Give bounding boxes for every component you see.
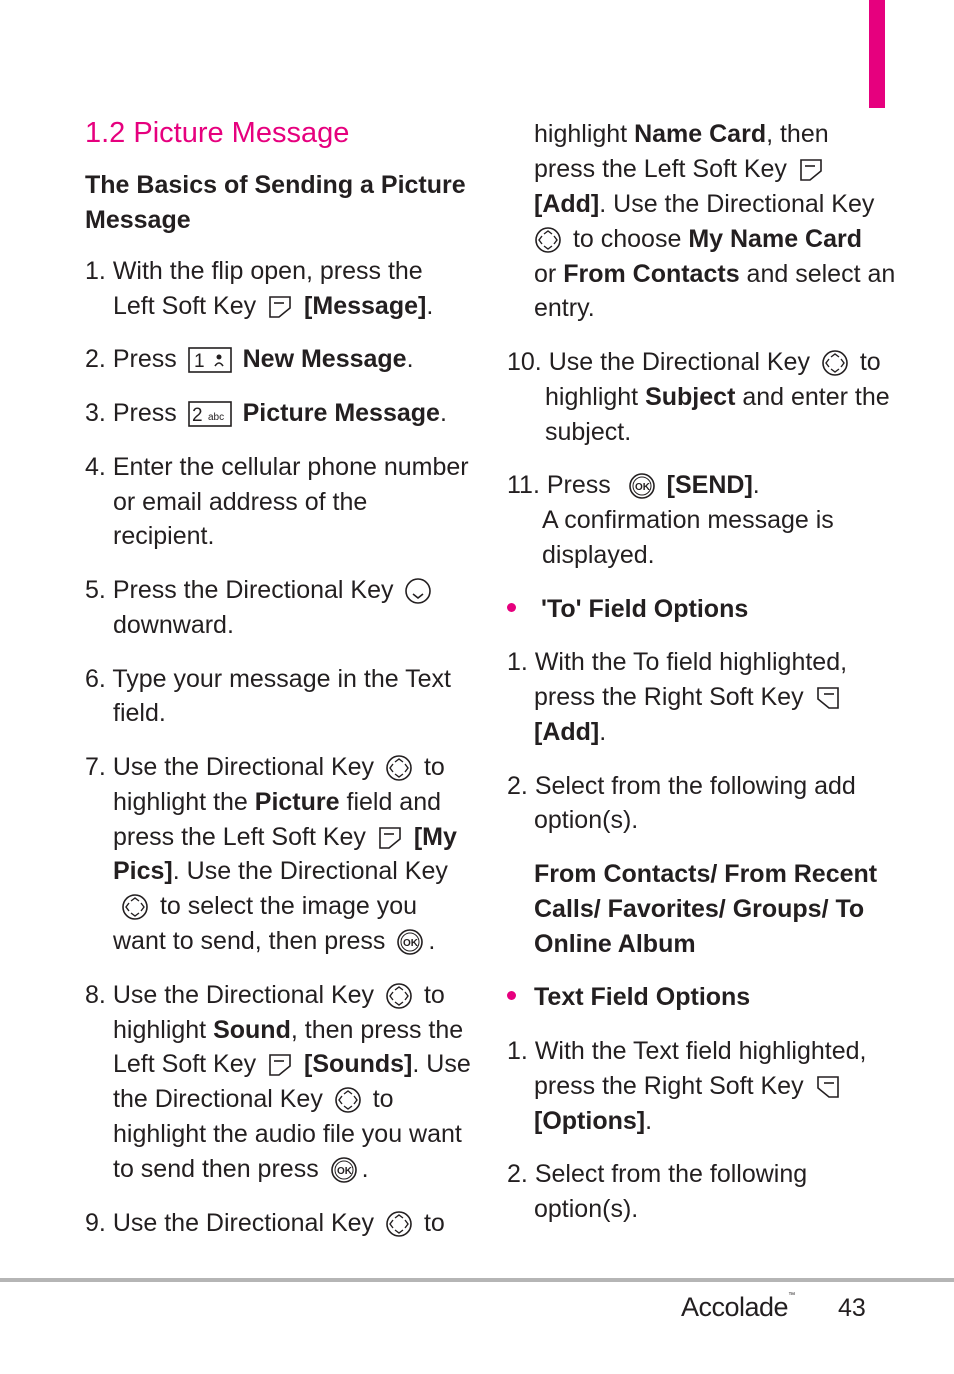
step-11-line-1: 11. Press OK [SEND]. [507,471,760,499]
to-option-2-line-2: option(s). [534,806,639,834]
to-options-heading: 'To' Field Options [541,595,749,623]
ok-key-icon [396,928,424,956]
step-8-line-3: Left Soft Key [Sounds]. Use [113,1050,471,1078]
to-options-list-line-1: From Contacts/ From Recent [534,860,878,888]
bullet-icon [507,603,516,612]
section-tab-marker [869,0,885,108]
text-option-2-line-1: 2. Select from the following [507,1160,808,1188]
step-9-line-7: entry. [534,294,595,322]
step-1-line-2: Left Soft Key [Message]. [113,292,434,320]
text-option-1-line-3: [Options]. [534,1107,653,1135]
directional-key-icon [121,893,149,921]
step-9-line-2: highlight Name Card, then [534,120,829,148]
step-10-line-1: 10. Use the Directional Key to [507,348,881,376]
step-2: 2. Press 1 New Message. [85,345,414,373]
step-5-line-2: downward. [113,611,234,639]
step-8-line-2: highlight Sound, then press the [113,1016,464,1044]
to-options-list-line-2: Calls/ Favorites/ Groups/ To [534,895,865,923]
step-7-line-5: to select the image you [117,891,417,921]
step-7-line-6: want to send, then press OK . [113,927,436,955]
to-option-1-line-3: [Add]. [534,718,607,746]
directional-key-icon [385,982,413,1010]
directional-key-icon [385,754,413,782]
right-soft-key-icon [815,1074,841,1100]
step-8-line-5: highlight the audio file you want [113,1120,462,1148]
left-soft-key-icon [798,157,824,183]
brand-logo: Accolade™ [681,1292,795,1322]
step-5-line-1: 5. Press the Directional Key [85,575,436,605]
svg-text:2: 2 [191,405,203,427]
text-option-1-line-1: 1. With the Text field highlighted, [507,1037,867,1065]
step-1-line-1: 1. With the flip open, press the [85,257,423,285]
left-soft-key-icon [267,1052,293,1078]
directional-key-icon [334,1086,362,1114]
left-soft-key-icon [267,294,293,320]
subheading-line-1: The Basics of Sending a Picture [85,171,466,199]
svg-text:1: 1 [193,351,205,373]
step-4-line-3: recipient. [113,522,215,550]
step-7-line-1: 7. Use the Directional Key to [85,753,445,781]
directional-key-icon [534,226,562,254]
directional-key-icon [385,1210,413,1238]
footer-divider [0,1278,954,1282]
text-option-1-line-2: press the Right Soft Key [534,1071,845,1101]
svg-text:OK: OK [336,1166,352,1178]
page-number: 43 [838,1294,866,1322]
text-options-heading: Text Field Options [534,983,751,1011]
step-7-line-2: highlight the Picture field and [113,788,442,816]
step-4-line-1: 4. Enter the cellular phone number [85,453,469,481]
directional-key-icon [821,349,849,377]
step-8-line-1: 8. Use the Directional Key to [85,981,445,1009]
text-option-2-line-2: option(s). [534,1195,639,1223]
key-2-icon [188,401,232,427]
step-7-line-3: press the Left Soft Key [My [113,823,457,851]
to-option-1-line-1: 1. With the To field highlighted, [507,648,848,676]
svg-text:abc: abc [207,412,224,424]
ok-key-icon [628,472,656,500]
step-8-line-4: the Directional Key to [113,1085,394,1113]
step-4-line-2: or email address of the [113,488,368,516]
svg-text:OK: OK [634,482,650,494]
directional-key-down-icon [404,577,432,605]
bullet-icon [507,991,516,1000]
right-soft-key-icon [815,685,841,711]
step-11-line-3: displayed. [542,541,655,569]
step-10-line-2: highlight Subject and enter the [545,383,890,411]
subheading-line-2: Message [85,206,191,234]
step-9-line-4: [Add]. Use the Directional Key [534,190,875,218]
svg-text:OK: OK [403,938,419,950]
to-option-2-line-1: 2. Select from the following add [507,772,856,800]
step-6-line-1: 6. Type your message in the Text [85,665,451,693]
step-10-line-3: subject. [545,418,632,446]
step-9-line-6: or From Contacts and select an [534,260,896,288]
step-9-line-3: press the Left Soft Key [534,154,828,184]
left-soft-key-icon [377,825,403,851]
step-11-line-2: A confirmation message is [542,506,834,534]
section-title: 1.2 Picture Message [85,117,350,149]
step-7-line-4: Pics]. Use the Directional Key [113,857,448,885]
to-option-1-line-2: press the Right Soft Key [534,682,845,712]
step-3: 3. Press 2 abc Picture Message. [85,399,447,427]
ok-key-icon [330,1156,358,1184]
step-8-line-6: to send then press OK . [113,1155,369,1183]
step-6-line-2: field. [113,699,166,727]
step-9-line-1: 9. Use the Directional Key to [85,1209,445,1237]
key-1-icon [188,347,232,373]
to-options-list-line-3: Online Album [534,930,696,958]
step-9-line-5: to choose My Name Card [534,224,862,254]
